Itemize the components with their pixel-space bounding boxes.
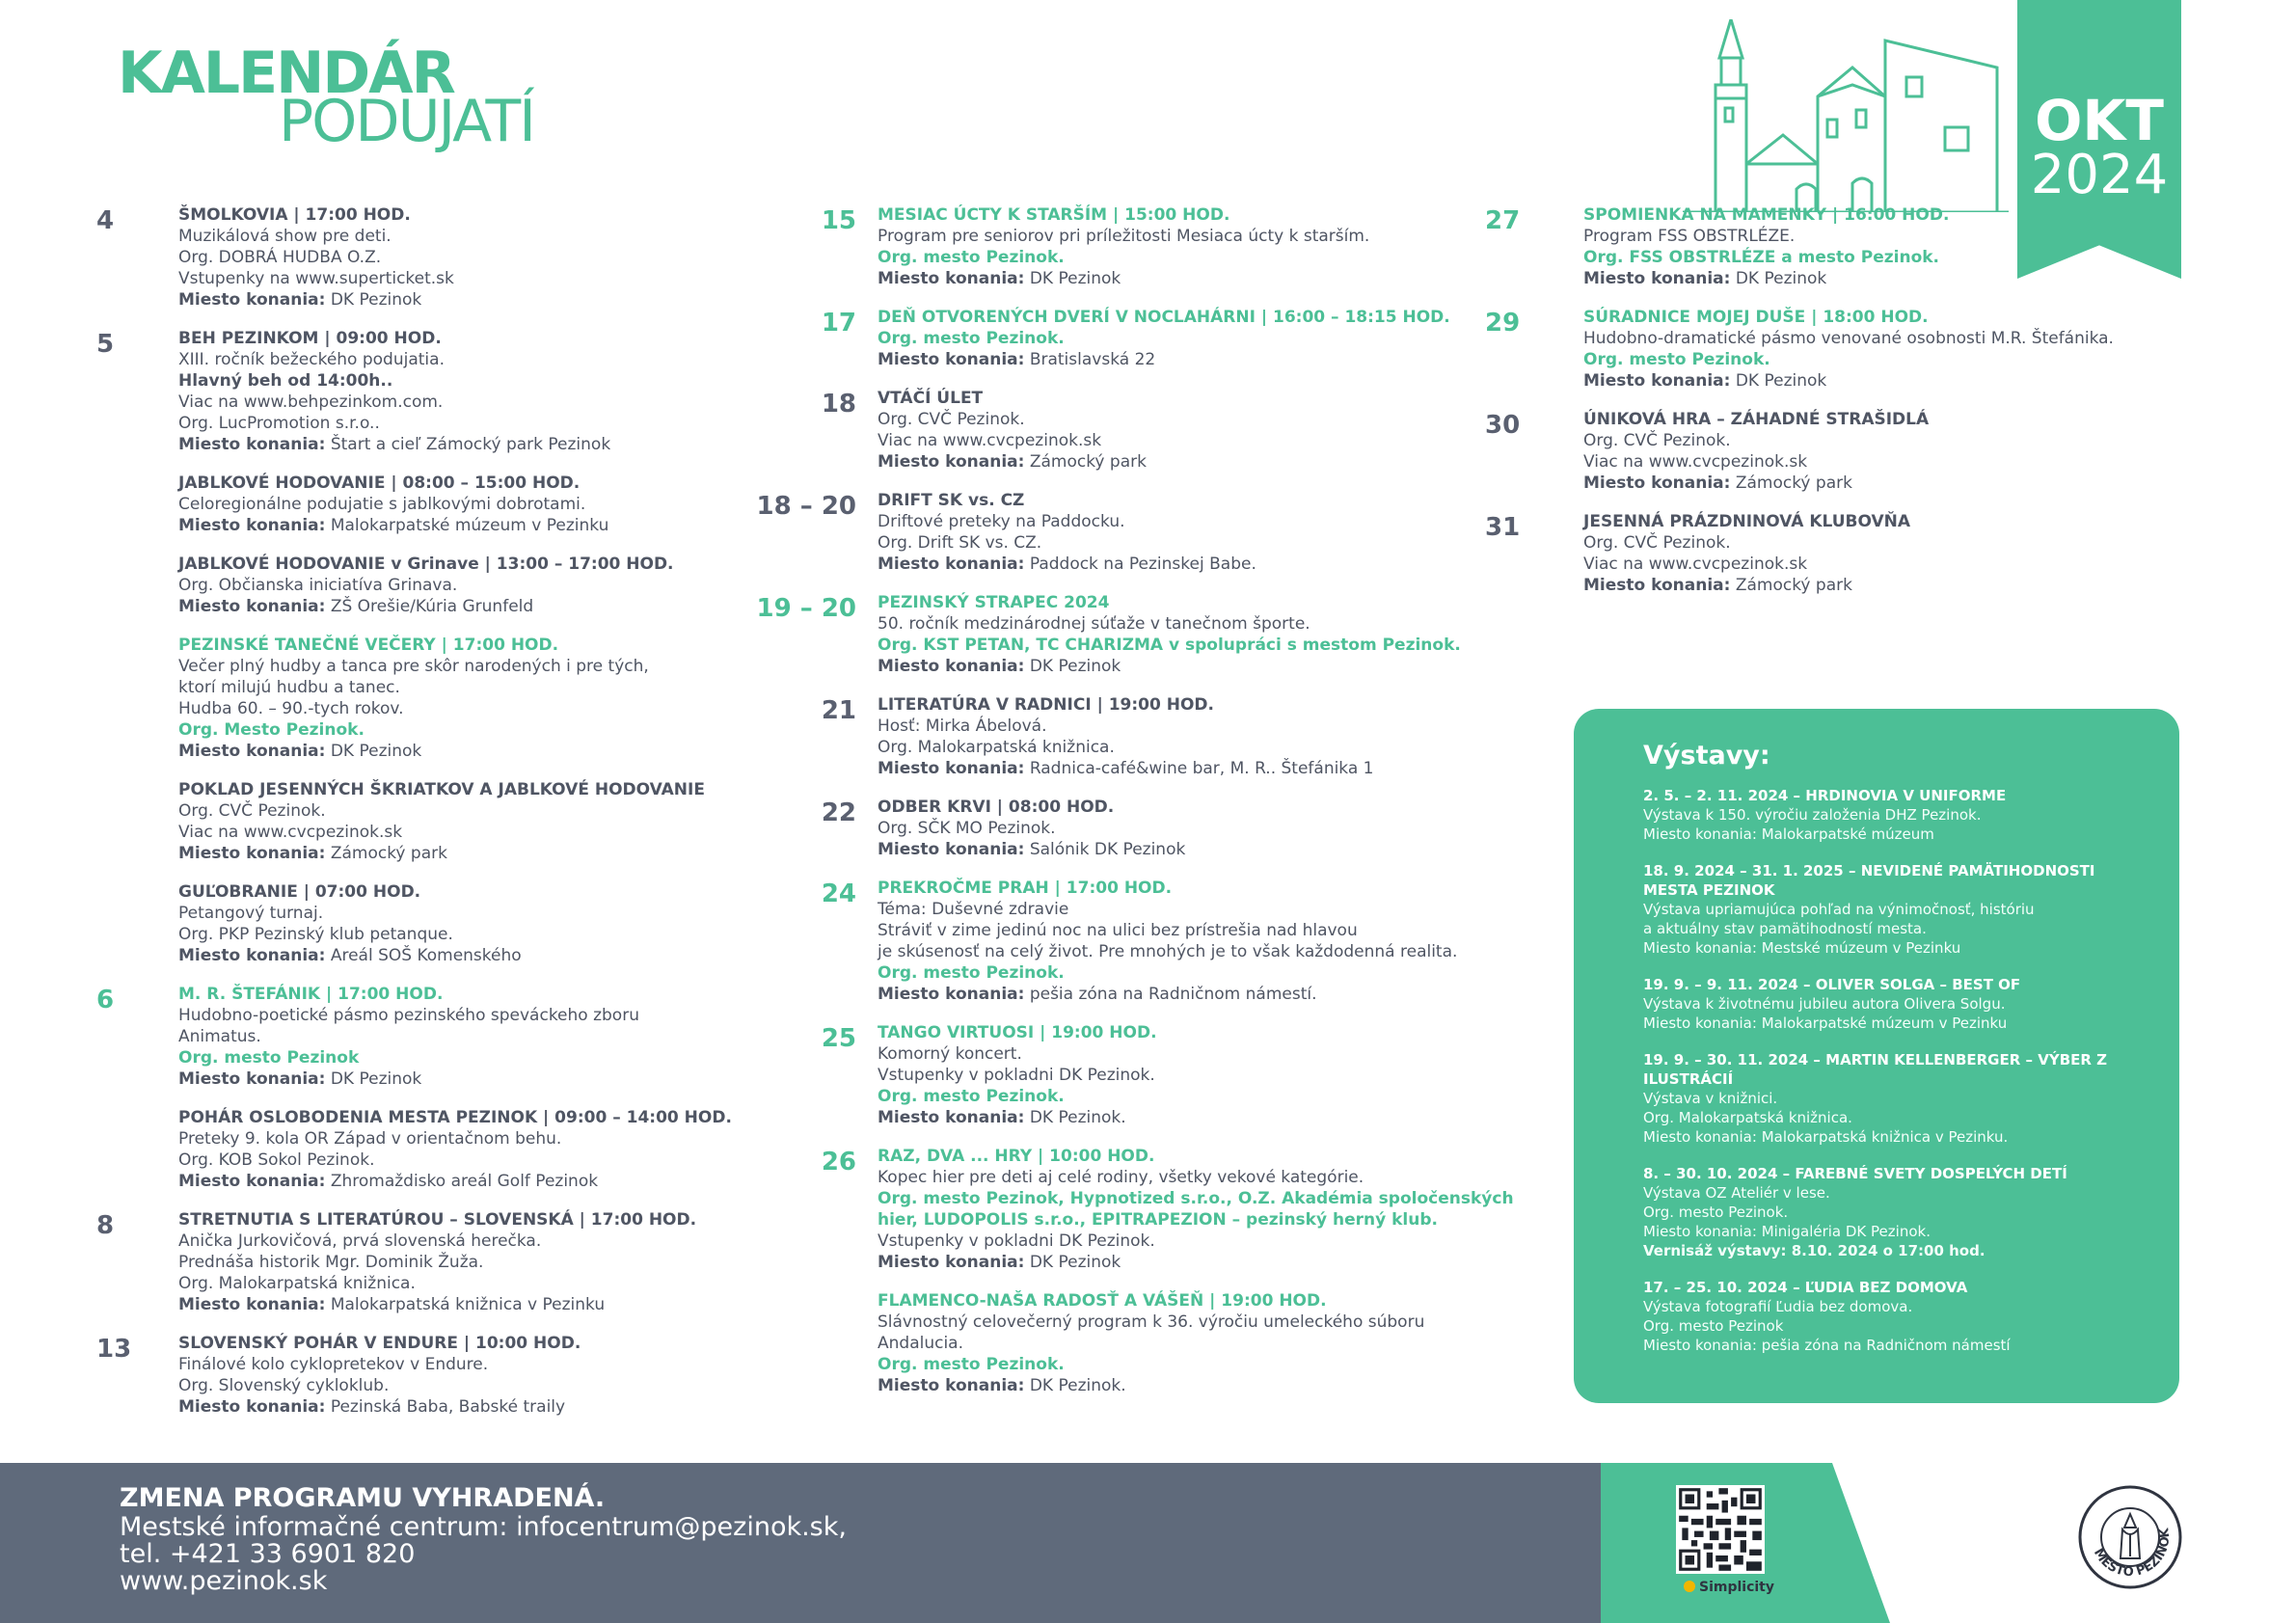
event-item bbox=[96, 635, 762, 762]
event-detail: Org. KOB Sokol Pezinok. bbox=[178, 1150, 375, 1170]
event-detail bbox=[878, 758, 1514, 779]
event-detail: Org. mesto Pezinok. bbox=[878, 329, 1065, 348]
exhibition-detail: Výstava fotografií Ľudia bez domova. bbox=[1643, 1298, 1913, 1315]
event-title: POKLAD JESENNÝCH ŠKRIATKOV A JABLKOVÉ HODOVANIE bbox=[178, 780, 705, 799]
event-title: DEŇ OTVORENÝCH DVERÍ V NOCLAHÁRNI | 16:00 – 18:15 HOD. bbox=[878, 308, 1450, 327]
venue-value: DK Pezinok bbox=[325, 290, 422, 310]
event-item bbox=[743, 592, 1514, 677]
event-title: RAZ, DVA ... HRY | 10:00 HOD. bbox=[878, 1147, 1155, 1166]
event-title: VTÁČÍ ÚLET bbox=[878, 389, 984, 408]
event-detail: ktorí milujú hudbu a tanec. bbox=[178, 678, 400, 697]
exhibition-item bbox=[1643, 975, 2154, 1033]
event-day: 6 bbox=[96, 986, 115, 1014]
event-day: 19 – 20 bbox=[756, 594, 856, 623]
event-item bbox=[1485, 409, 2160, 494]
event-detail: Hudba 60. – 90.-tych rokov. bbox=[178, 699, 404, 718]
event-item bbox=[96, 779, 762, 864]
events-column-2 bbox=[743, 204, 1514, 1414]
event-detail: Téma: Duševné zdravie bbox=[878, 900, 1069, 919]
venue-value: Zámocký park bbox=[1730, 576, 1852, 595]
exhibition-item bbox=[1643, 1050, 2154, 1147]
event-detail: Org. CVČ Pezinok. bbox=[1583, 533, 1731, 553]
event-detail: Org. Slovenský cykloklub. bbox=[178, 1376, 390, 1395]
event-title: ODBER KRVI | 08:00 HOD. bbox=[878, 798, 1115, 817]
event-item bbox=[96, 1107, 762, 1192]
footer-website[interactable]: www.pezinok.sk bbox=[120, 1566, 328, 1596]
event-detail: Muzikálová show pre deti. bbox=[178, 227, 392, 246]
venue-value: DK Pezinok bbox=[1024, 1253, 1121, 1272]
event-title: MESIAC ÚCTY K STARŠÍM | 15:00 HOD. bbox=[878, 205, 1230, 225]
event-detail: Driftové preteky na Paddocku. bbox=[878, 512, 1125, 531]
event-detail: Org. KST PETAN, TC CHARIZMA v spolupráci s mestom Pezinok. bbox=[878, 636, 1461, 655]
venue-label: Miesto konania: bbox=[178, 516, 326, 535]
event-detail: hier, LUDOPOLIS s.r.o., EPITRAPEZION – pezinský herný klub. bbox=[878, 1210, 1438, 1230]
venue-value: DK Pezinok. bbox=[1024, 1108, 1126, 1127]
event-item bbox=[743, 797, 1514, 860]
event-detail bbox=[878, 1107, 1514, 1128]
venue-label: Miesto konania: bbox=[178, 1397, 326, 1417]
venue-value: Štart a cieľ Zámocký park Pezinok bbox=[325, 435, 611, 454]
event-item bbox=[743, 878, 1514, 1005]
event-detail bbox=[178, 1171, 762, 1192]
event-detail bbox=[178, 289, 762, 311]
venue-label: Miesto konania: bbox=[878, 555, 1025, 574]
location-pin-icon bbox=[1684, 1581, 1695, 1592]
exhibition-title: 8. – 30. 10. 2024 – FAREBNÉ SVETY DOSPELÝCH DETÍ bbox=[1643, 1165, 2067, 1182]
event-day: 4 bbox=[96, 206, 115, 235]
exhibitions-list bbox=[1643, 786, 2154, 1372]
event-detail: Finálové kolo cyklopretekov v Endure. bbox=[178, 1355, 489, 1374]
venue-value: Salónik DK Pezinok bbox=[1024, 840, 1186, 859]
exhibition-detail: a aktuálny stav pamätihodností mesta. bbox=[1643, 920, 1927, 937]
svg-text:MESTO PEZINOK: MESTO PEZINOK bbox=[2090, 1527, 2174, 1581]
event-day: 24 bbox=[821, 879, 856, 908]
event-title: POHÁR OSLOBODENIA MESTA PEZINOK | 09:00 – 14:00 HOD. bbox=[178, 1108, 732, 1127]
event-detail bbox=[178, 1068, 762, 1090]
event-detail: XIII. ročník bežeckého podujatia. bbox=[178, 350, 445, 369]
event-detail bbox=[878, 268, 1514, 289]
event-detail: Vstupenky v pokladni DK Pezinok. bbox=[878, 1231, 1155, 1251]
event-detail: Hlavný beh od 14:00h.. bbox=[178, 371, 393, 391]
event-item bbox=[96, 328, 762, 455]
event-detail bbox=[1583, 473, 2160, 494]
event-item bbox=[743, 694, 1514, 779]
exhibition-detail: Výstava k životnému jubileu autora Olivera Solgu. bbox=[1643, 995, 2006, 1013]
event-detail: Viac na www.cvcpezinok.sk bbox=[878, 431, 1102, 450]
venue-label: Miesto konania: bbox=[178, 1295, 326, 1314]
venue-label: Miesto konania: bbox=[178, 290, 326, 310]
venue-label: Miesto konania: bbox=[178, 435, 326, 454]
event-detail: Org. CVČ Pezinok. bbox=[1583, 431, 1731, 450]
event-item bbox=[743, 388, 1514, 473]
event-day: 22 bbox=[821, 798, 856, 827]
event-detail: Org. mesto Pezinok, Hypnotized s.r.o., O.Z. Akadémia spoločenských bbox=[878, 1189, 1514, 1208]
event-title: STRETNUTIA S LITERATÚROU – SLOVENSKÁ | 17:00 HOD. bbox=[178, 1210, 697, 1230]
event-detail: Org. Mesto Pezinok. bbox=[178, 720, 365, 740]
event-item bbox=[1485, 511, 2160, 596]
event-detail bbox=[178, 945, 762, 966]
event-detail: Program pre seniorov pri príležitosti Mesiaca úcty k starším. bbox=[878, 227, 1370, 246]
exhibition-title: 17. – 25. 10. 2024 – ĽUDIA BEZ DOMOVA bbox=[1643, 1279, 1968, 1296]
venue-label: Miesto konania: bbox=[178, 844, 326, 863]
exhibition-detail: Miesto konania: Mestské múzeum v Pezinku bbox=[1643, 939, 1961, 957]
venue-label: Miesto konania: bbox=[878, 657, 1025, 676]
exhibition-detail: Vernisáž výstavy: 8.10. 2024 o 17:00 hod. bbox=[1643, 1242, 1985, 1259]
event-item bbox=[96, 554, 762, 617]
venue-label: Miesto konania: bbox=[178, 1172, 326, 1191]
event-detail bbox=[878, 349, 1514, 370]
venue-label: Miesto konania: bbox=[878, 350, 1025, 369]
event-detail bbox=[878, 1375, 1514, 1396]
event-detail: Slávnostný celovečerný program k 36. výročiu umeleckého súboru bbox=[878, 1312, 1425, 1332]
exhibition-detail: Výstava k 150. výročiu založenia DHZ Pezinok. bbox=[1643, 806, 1982, 824]
event-title: FLAMENCO-NAŠA RADOSŤ A VÁŠEŇ | 19:00 HOD. bbox=[878, 1291, 1327, 1311]
event-day: 26 bbox=[821, 1148, 856, 1177]
venue-label: Miesto konania: bbox=[1583, 576, 1731, 595]
venue-value: Areál SOŠ Komenského bbox=[325, 946, 522, 965]
event-detail: Org. Drift SK vs. CZ. bbox=[878, 533, 1042, 553]
exhibition-detail: Miesto konania: Malokarpatské múzeum v Pezinku bbox=[1643, 1014, 2008, 1032]
event-detail: Org. mesto Pezinok. bbox=[1583, 350, 1770, 369]
event-item bbox=[743, 307, 1514, 370]
event-item bbox=[1485, 204, 2160, 289]
simplicity-label: Simplicity bbox=[1699, 1580, 1775, 1595]
venue-value: DK Pezinok bbox=[1024, 269, 1121, 288]
venue-value: Paddock na Pezinskej Babe. bbox=[1024, 555, 1256, 574]
exhibition-detail: Miesto konania: pešia zóna na Radničnom námestí bbox=[1643, 1337, 2011, 1354]
event-detail: Org. DOBRÁ HUDBA O.Z. bbox=[178, 248, 382, 267]
exhibition-item bbox=[1643, 1278, 2154, 1355]
event-detail bbox=[1583, 370, 2160, 392]
event-detail: Hosť: Mirka Ábelová. bbox=[878, 717, 1047, 736]
castle-illustration bbox=[1683, 19, 2030, 212]
exhibition-title: 19. 9. – 30. 11. 2024 – MARTIN KELLENBERGER – VÝBER Z ILUSTRÁCIÍ bbox=[1643, 1051, 2108, 1088]
venue-value: Malokarpatská knižnica v Pezinku bbox=[325, 1295, 606, 1314]
venue-value: Malokarpatské múzeum v Pezinku bbox=[325, 516, 609, 535]
exhibition-detail: Miesto konania: Minigaléria DK Pezinok. bbox=[1643, 1223, 1931, 1240]
venue-label: Miesto konania: bbox=[178, 742, 326, 761]
venue-label: Miesto konania: bbox=[878, 985, 1025, 1004]
venue-value: ZŠ Orešie/Kúria Grunfeld bbox=[325, 597, 534, 616]
event-item bbox=[743, 1022, 1514, 1128]
event-detail bbox=[878, 984, 1514, 1005]
event-title: SLOVENSKÝ POHÁR V ENDURE | 10:00 HOD. bbox=[178, 1334, 581, 1353]
exhibition-item bbox=[1643, 861, 2154, 958]
event-title: JABLKOVÉ HODOVANIE | 08:00 – 15:00 HOD. bbox=[178, 473, 581, 493]
exhibitions-box bbox=[1574, 709, 2179, 1403]
exhibition-detail: Miesto konania: Malokarpatské múzeum bbox=[1643, 825, 1934, 843]
events-column-3 bbox=[1485, 204, 2160, 613]
event-detail: Org. LucPromotion s.r.o.. bbox=[178, 414, 380, 433]
venue-value: Radnica-café&wine bar, M. R.. Štefánika 1 bbox=[1024, 759, 1374, 778]
venue-value: Zámocký park bbox=[325, 844, 447, 863]
exhibition-detail: Org. Malokarpatská knižnica. bbox=[1643, 1109, 1852, 1126]
event-title: SÚRADNICE MOJEJ DUŠE | 18:00 HOD. bbox=[1583, 308, 1929, 327]
event-detail: Kopec hier pre deti aj celé rodiny, všetky vekové kategórie. bbox=[878, 1168, 1364, 1187]
venue-label: Miesto konania: bbox=[878, 269, 1025, 288]
venue-value: Pezinská Baba, Babské traily bbox=[325, 1397, 566, 1417]
event-item bbox=[96, 204, 762, 311]
event-detail: Program FSS OBSTRLÉZE. bbox=[1583, 227, 1796, 246]
event-day: 17 bbox=[821, 309, 856, 338]
event-day: 15 bbox=[821, 206, 856, 235]
footer-phone: tel. +421 33 6901 820 bbox=[120, 1539, 416, 1569]
venue-value: DK Pezinok bbox=[325, 742, 422, 761]
event-title: PEZINSKÉ TANEČNÉ VEČERY | 17:00 HOD. bbox=[178, 636, 559, 655]
event-day: 27 bbox=[1485, 206, 1521, 235]
event-detail: je skúsenosť na celý život. Pre mnohých je to však každodenná realita. bbox=[878, 942, 1458, 961]
event-day: 18 bbox=[821, 390, 856, 419]
venue-label: Miesto konania: bbox=[878, 840, 1025, 859]
venue-value: Zhromaždisko areál Golf Pezinok bbox=[325, 1172, 599, 1191]
event-detail bbox=[878, 554, 1514, 575]
event-detail bbox=[178, 434, 762, 455]
exhibition-detail: Výstava v knižnici. bbox=[1643, 1090, 1778, 1107]
event-item bbox=[743, 1146, 1514, 1273]
event-detail: Komorný koncert. bbox=[878, 1044, 1022, 1064]
year-label: 2024 bbox=[2030, 144, 2169, 206]
event-detail bbox=[178, 1294, 762, 1315]
month-label: OKT bbox=[2035, 88, 2164, 153]
venue-value: pešia zóna na Radničnom námestí. bbox=[1024, 985, 1317, 1004]
event-detail bbox=[1583, 575, 2160, 596]
venue-label: Miesto konania: bbox=[878, 1253, 1025, 1272]
event-title: PEZINSKÝ STRAPEC 2024 bbox=[878, 593, 1110, 612]
event-detail: Animatus. bbox=[178, 1027, 261, 1046]
venue-value: Bratislavská 22 bbox=[1024, 350, 1156, 369]
event-day: 31 bbox=[1485, 513, 1521, 542]
event-detail: Org. CVČ Pezinok. bbox=[178, 801, 326, 821]
event-detail: Preteky 9. kola OR Západ v orientačnom behu. bbox=[178, 1129, 562, 1149]
exhibitions-heading: Výstavy: bbox=[1643, 741, 1770, 771]
event-detail: Org. SČK MO Pezinok. bbox=[878, 819, 1056, 838]
venue-value: Zámocký park bbox=[1024, 452, 1147, 472]
event-detail: Vstupenky na www.superticket.sk bbox=[178, 269, 454, 288]
event-day: 18 – 20 bbox=[756, 492, 856, 521]
qr-code-icon[interactable] bbox=[1676, 1485, 1765, 1574]
event-detail: Org. mesto Pezinok. bbox=[878, 1355, 1065, 1374]
event-detail bbox=[1583, 268, 2160, 289]
event-detail: Celoregionálne podujatie s jablkovými dobrotami. bbox=[178, 495, 586, 514]
event-detail bbox=[878, 839, 1514, 860]
event-detail: Andalucia. bbox=[878, 1334, 964, 1353]
event-title: GUĽOBRANIE | 07:00 HOD. bbox=[178, 882, 421, 902]
event-title: ÚNIKOVÁ HRA – ZÁHADNÉ STRAŠIDLÁ bbox=[1583, 410, 1930, 429]
exhibition-title: 18. 9. 2024 – 31. 1. 2025 – NEVIDENÉ PAMÄTIHODNOSTI MESTA PEZINOK bbox=[1643, 862, 2095, 899]
event-detail: Org. mesto Pezinok. bbox=[878, 1087, 1065, 1106]
event-detail: Org. CVČ Pezinok. bbox=[878, 410, 1025, 429]
title-line-1: KALENDÁR bbox=[118, 40, 454, 107]
event-title: DRIFT SK vs. CZ bbox=[878, 491, 1025, 510]
event-detail: Prednáša historik Mgr. Dominik Žuža. bbox=[178, 1253, 484, 1272]
venue-label: Miesto konania: bbox=[1583, 473, 1731, 493]
venue-label: Miesto konania: bbox=[1583, 371, 1731, 391]
event-detail: Org. mesto Pezinok. bbox=[878, 963, 1065, 983]
event-day: 8 bbox=[96, 1211, 115, 1240]
event-detail: Večer plný hudby a tanca pre skôr narodených i pre tých, bbox=[178, 657, 649, 676]
venue-value: DK Pezinok bbox=[325, 1069, 422, 1089]
event-detail: Org. PKP Pezinský klub petanque. bbox=[178, 925, 453, 944]
event-item bbox=[743, 1290, 1514, 1396]
event-title: PREKROČME PRAH | 17:00 HOD. bbox=[878, 879, 1173, 898]
exhibition-title: 19. 9. – 9. 11. 2024 – OLIVER SOLGA – BEST OF bbox=[1643, 976, 2021, 993]
venue-label: Miesto konania: bbox=[178, 597, 326, 616]
event-day: 25 bbox=[821, 1024, 856, 1053]
event-detail: Viac na www.cvcpezinok.sk bbox=[1583, 555, 1808, 574]
venue-value: DK Pezinok bbox=[1730, 371, 1827, 391]
title-line-2: PODUJATÍ bbox=[279, 88, 534, 155]
event-detail: Anička Jurkovičová, prvá slovenská herečka. bbox=[178, 1231, 542, 1251]
event-detail: Petangový turnaj. bbox=[178, 904, 324, 923]
event-day: 13 bbox=[96, 1335, 132, 1364]
event-detail bbox=[178, 596, 762, 617]
event-detail bbox=[878, 656, 1514, 677]
event-detail: Org. FSS OBSTRLÉZE a mesto Pezinok. bbox=[1583, 248, 1940, 267]
event-detail: Vstupenky v pokladni DK Pezinok. bbox=[878, 1066, 1155, 1085]
event-item bbox=[96, 473, 762, 536]
event-detail: Viac na www.behpezinkom.com. bbox=[178, 392, 444, 412]
event-detail: Hudobno-poetické pásmo pezinského speváckeho zboru bbox=[178, 1006, 639, 1025]
event-day: 5 bbox=[96, 330, 115, 359]
venue-label: Miesto konania: bbox=[178, 946, 326, 965]
venue-value: DK Pezinok bbox=[1730, 269, 1827, 288]
event-title: TANGO VIRTUOSI | 19:00 HOD. bbox=[878, 1023, 1157, 1042]
event-detail bbox=[178, 1396, 762, 1418]
event-detail: Org. Občianska iniciatíva Grinava. bbox=[178, 576, 458, 595]
event-detail: Org. Malokarpatská knižnica. bbox=[178, 1274, 416, 1293]
event-item bbox=[96, 1209, 762, 1315]
event-title: JESENNÁ PRÁZDNINOVÁ KLUBOVŇA bbox=[1583, 512, 1911, 531]
event-item bbox=[96, 881, 762, 966]
venue-label: Miesto konania: bbox=[1583, 269, 1731, 288]
event-item bbox=[743, 204, 1514, 289]
event-day: 30 bbox=[1485, 411, 1521, 440]
event-day: 21 bbox=[821, 696, 856, 725]
event-detail: Viac na www.cvcpezinok.sk bbox=[1583, 452, 1808, 472]
exhibition-item bbox=[1643, 1164, 2154, 1260]
event-title: JABLKOVÉ HODOVANIE v Grinave | 13:00 – 17:00 HOD. bbox=[178, 555, 674, 574]
event-detail: Org. Malokarpatská knižnica. bbox=[878, 738, 1115, 757]
city-seal-logo bbox=[2076, 1483, 2184, 1591]
exhibition-detail: Výstava upriamujúca pohľad na výnimočnosť, históriu bbox=[1643, 901, 2035, 918]
exhibition-title: 2. 5. – 2. 11. 2024 – HRDINOVIA V UNIFORME bbox=[1643, 787, 2007, 804]
event-detail: 50. ročník medzinárodnej súťaže v tanečnom športe. bbox=[878, 614, 1310, 634]
event-detail bbox=[878, 451, 1514, 473]
venue-label: Miesto konania: bbox=[878, 1376, 1025, 1395]
event-detail bbox=[878, 1252, 1514, 1273]
event-title: BEH PEZINKOM | 09:00 HOD. bbox=[178, 329, 442, 348]
event-item bbox=[96, 984, 762, 1090]
footer-notice: ZMENA PROGRAMU VYHRADENÁ. bbox=[120, 1483, 606, 1513]
venue-label: Miesto konania: bbox=[178, 1069, 326, 1089]
exhibition-detail: Výstava OZ Ateliér v lese. bbox=[1643, 1184, 1830, 1202]
event-detail: Org. mesto Pezinok. bbox=[878, 248, 1065, 267]
venue-value: Zámocký park bbox=[1730, 473, 1852, 493]
exhibition-detail: Org. mesto Pezinok bbox=[1643, 1317, 1784, 1335]
event-item bbox=[96, 1333, 762, 1418]
event-detail: Hudobno-dramatické pásmo venované osobnosti M.R. Štefánika. bbox=[1583, 329, 2114, 348]
events-column-1 bbox=[96, 204, 762, 1435]
event-item bbox=[743, 490, 1514, 575]
event-detail: Viac na www.cvcpezinok.sk bbox=[178, 823, 403, 842]
venue-label: Miesto konania: bbox=[878, 452, 1025, 472]
event-detail bbox=[178, 843, 762, 864]
event-detail bbox=[178, 515, 762, 536]
venue-label: Miesto konania: bbox=[878, 759, 1025, 778]
event-detail: Org. mesto Pezinok bbox=[178, 1048, 360, 1068]
venue-label: Miesto konania: bbox=[878, 1108, 1025, 1127]
event-title: LITERATÚRA V RADNICI | 19:00 HOD. bbox=[878, 695, 1214, 715]
event-title: M. R. ŠTEFÁNIK | 17:00 HOD. bbox=[178, 985, 444, 1004]
exhibition-detail: Org. mesto Pezinok. bbox=[1643, 1204, 1789, 1221]
event-title: SPOMIENKA NA MAMENKY | 16:00 HOD. bbox=[1583, 205, 1950, 225]
event-item bbox=[1485, 307, 2160, 392]
venue-value: DK Pezinok bbox=[1024, 657, 1121, 676]
event-detail bbox=[178, 741, 762, 762]
footer-info-center: Mestské informačné centrum: infocentrum@pezinok.sk, bbox=[120, 1512, 847, 1542]
event-day: 29 bbox=[1485, 309, 1521, 338]
exhibition-detail: Miesto konania: Malokarpatská knižnica v Pezinku. bbox=[1643, 1128, 2009, 1146]
simplicity-logo bbox=[1684, 1580, 1774, 1595]
venue-value: DK Pezinok. bbox=[1024, 1376, 1126, 1395]
event-detail: Stráviť v zime jedinú noc na ulici bez prístrešia nad hlavou bbox=[878, 921, 1358, 940]
event-title: ŠMOLKOVIA | 17:00 HOD. bbox=[178, 205, 411, 225]
exhibition-item bbox=[1643, 786, 2154, 844]
